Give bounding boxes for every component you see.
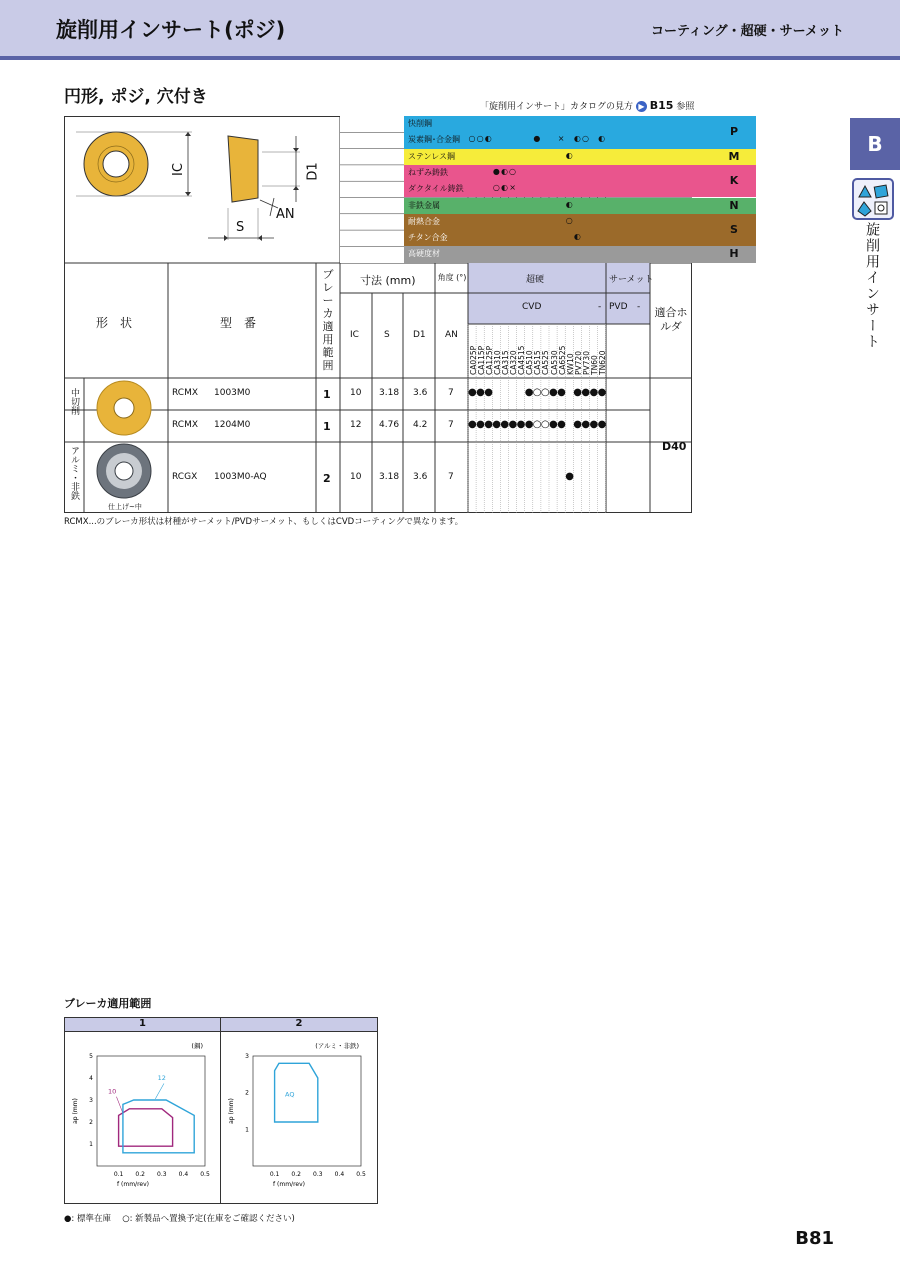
material-name: ねずみ鋳鉄 [408,167,448,177]
x-tick-label: 0.2 [135,1171,145,1178]
material-mark: ◐ [484,134,492,144]
x-axis-label: f (mm/rev) [273,1181,305,1188]
material-name: 快削鋼 [408,119,432,128]
an-value: 7 [448,471,454,482]
stock-mark: ● [492,419,502,430]
stock-mark: ● [468,387,477,398]
grade-name: CA4515 [517,345,527,375]
ic-value: 12 [350,420,362,430]
material-mark: ◐ [573,134,581,144]
material-mark: × [557,134,565,144]
stock-mark: ○ [532,387,542,398]
an-value: 7 [448,388,454,398]
material-group-letter: H [712,246,756,262]
material-group-letter: P [712,116,756,149]
y-tick-label: 3 [245,1053,249,1060]
chart1 [67,1034,217,1199]
stock-mark: ● [484,419,493,430]
product-table [64,116,740,513]
stock-mark: ● [476,387,485,398]
product-series: RCMX [172,388,199,398]
ic-label: IC [170,163,186,176]
stock-mark: ● [573,387,583,398]
d1-value: 3.6 [413,388,428,398]
material-row [404,246,712,262]
legend [64,1212,295,1224]
grade-name: TN60 [590,355,599,375]
an-value: 7 [448,420,454,430]
grade-name: CA125P [484,345,494,375]
breaker-region [119,1109,173,1146]
grade-name: CA6525 [557,345,567,375]
stock-mark: ● [597,387,607,398]
s-value: 3.18 [379,388,400,398]
group-label-medium: 中切削 [69,388,79,415]
material-group-letter: M [712,149,756,165]
table-note: RCMX...のブレーカ形状は材種がサーメット/PVDサーメット、もしくはCVDコーティングで異なります。 [64,517,464,527]
material-mark: ◐ [573,232,581,242]
d1-header: D1 [413,330,426,340]
stock-mark: ○ [540,387,550,398]
ic-value: 10 [350,471,362,482]
material-mark: ◐ [565,150,573,160]
group-sublabel: 仕上げ~中 [108,503,142,511]
material-group-letter: S [712,214,756,247]
stock-mark: ● [549,387,558,398]
x-tick-label: 0.5 [200,1171,210,1178]
product-code[interactable]: 1003M0 [214,388,251,398]
material-row [404,149,712,165]
material-name: ダクタイル鋳鉄 [408,184,464,194]
x-tick-label: 0.5 [356,1171,366,1178]
region-label: 12 [157,1074,166,1083]
x-tick-label: 0.4 [334,1171,345,1178]
stock-mark: ● [524,419,534,430]
pvd-header: PVD [609,302,628,312]
stock-mark: ○ [540,419,550,430]
stock-mark: ● [573,419,583,430]
chart1-header: 1 [139,1018,146,1029]
grade-name: PV720 [573,351,583,375]
d1-value: 4.2 [413,420,428,430]
material-row [404,116,712,132]
x-tick-label: 0.2 [291,1171,301,1178]
chart2-header: 2 [295,1018,303,1029]
stock-mark: ● [476,419,485,430]
stock-mark: ● [516,419,526,430]
y-tick-label: 4 [89,1075,93,1082]
material-mark: × [509,183,516,193]
plot-area [253,1056,361,1166]
y-axis-label: ap (mm) [72,1098,79,1124]
material-name: 耐熱合金 [408,216,440,226]
material-group-letter: K [712,165,756,198]
material-row [404,181,712,197]
region-label: 10 [107,1087,117,1096]
stock-mark: ● [581,387,591,398]
stock-mark: ● [468,419,477,430]
page-number: B81 [795,1228,834,1249]
reference-text: 「旋削用インサート」カタログの見方 [480,102,634,112]
section-title: 円形, ポジ, 穴付き [64,87,208,107]
x-tick-label: 0.1 [113,1171,124,1178]
stock-mark: ● [589,387,599,398]
grade-name: CA315 [500,350,510,375]
stock-mark: ● [597,419,607,430]
material-mark: ● [492,166,500,176]
product-code[interactable]: 1204M0 [214,420,251,430]
y-tick-label: 3 [89,1097,93,1104]
y-tick-label: 5 [89,1053,93,1060]
material-label: (アルミ・非鉄) [315,1042,359,1050]
product-code[interactable]: 1003M0-AQ [214,471,267,482]
material-group-letter: N [712,198,756,214]
product-series: RCMX [172,420,199,430]
material-name: チタン合金 [408,233,448,243]
breaker-number: 1 [323,420,331,433]
cvd-header: CVD [522,302,542,312]
dimensions-header: 寸法 (mm) [360,274,416,287]
material-name: 高硬度材 [408,249,440,259]
y-tick-label: 2 [245,1089,249,1097]
stock-mark: ● [581,419,591,430]
material-mark: ◐ [565,199,573,209]
stock-mark: ● [549,419,558,430]
grade-name: PV730 [581,351,591,375]
material-name: 非鉄金属 [408,200,440,210]
an-label: AN [276,207,295,222]
material-row [404,214,712,230]
grade-name: TN620 [598,350,608,375]
cermet-header: サーメット [609,275,654,285]
grade-name: CA310 [492,350,502,375]
product-series: RCGX [172,471,198,482]
grade-name: CA510 [525,350,535,375]
page-title: 旋削用インサート(ポジ) [56,18,286,42]
breaker-section-title: ブレーカ適用範囲 [64,997,152,1010]
angle-header: 角度 (°) [437,273,467,282]
material-mark: ○ [509,166,517,176]
dash-header-1: - [598,302,602,312]
material-mark: ○ [492,183,500,193]
x-tick-label: 0.4 [178,1171,189,1178]
y-tick-label: 2 [89,1119,93,1126]
material-name: ステンレス鋼 [408,151,455,161]
y-tick-label: 1 [89,1141,93,1148]
material-row [404,198,712,214]
material-name: 炭素鋼･合金鋼 [408,135,460,145]
stock-mark: ● [589,419,599,430]
material-mark: ◐ [500,183,508,193]
material-mark: ● [533,134,541,144]
stock-mark: ● [557,419,566,430]
x-tick-label: 0.3 [313,1171,323,1178]
breaker-number: 2 [323,471,331,485]
holder-header: 適合ホルダ [654,306,688,333]
material-mark: ○ [476,134,484,144]
stock-mark: ● [524,387,534,398]
stock-mark: ● [557,387,566,398]
legend-replace: ○: 新製品へ置換予定(在庫をご確認ください) [122,1214,295,1224]
reference-page: B15 [649,99,674,112]
holder-value: D40 [662,440,687,453]
grade-name: CA530 [549,350,559,375]
ic-value: 10 [350,388,362,398]
s-value: 3.18 [379,471,400,482]
stock-mark: ● [565,470,574,482]
side-tab-letter[interactable]: B [850,118,900,170]
y-axis-label: ap (mm) [228,1098,235,1124]
carbide-header: 超硬 [526,275,545,285]
y-tick-label: 1 [245,1126,249,1134]
arrow-right-icon: ▶ [636,101,647,112]
stock-mark: ○ [532,419,542,430]
group-label-nonferrous: アルミ・非鉄 [69,446,79,500]
grade-name: CA525 [541,350,551,375]
breaker-region [123,1100,194,1153]
catalog-reference[interactable] [480,99,694,112]
chart2 [223,1034,373,1199]
d1-label: D1 [305,162,321,181]
stock-mark: ● [508,419,518,430]
material-mark: ○ [468,134,476,144]
breaker-chart-frame [64,1017,378,1204]
material-row [404,165,712,181]
s-label: S [236,220,245,235]
label-leader [116,1097,122,1114]
breaker-number: 1 [323,388,331,401]
material-row [404,230,712,246]
shape-header: 形 状 [96,316,133,330]
an-header: AN [445,330,458,340]
material-mark: ◐ [500,166,508,176]
dash-header-2: - [637,302,641,312]
grade-name: CA025P [468,345,478,375]
turning-insert-icon [852,178,894,220]
reference-suffix: 参照 [676,102,695,112]
region-label: AQ [284,1090,295,1099]
ic-header: IC [350,330,359,340]
label-leader [155,1084,164,1099]
material-mark: ○ [581,134,589,144]
x-tick-label: 0.3 [157,1171,167,1178]
grade-name: CA115P [476,345,486,375]
s-value: 4.76 [379,420,400,430]
stock-mark: ● [484,387,493,398]
d1-value: 3.6 [413,471,428,482]
grade-name: KW10 [565,353,575,375]
plot-area [97,1056,205,1166]
breaker-region [275,1063,318,1122]
grade-name: CA320 [509,350,518,375]
legend-stock: ●: 標準在庫 [64,1214,111,1224]
x-tick-label: 0.1 [269,1171,280,1178]
x-axis-label: f (mm/rev) [117,1181,149,1188]
material-mark: ◐ [598,134,606,144]
s-header: S [384,330,390,340]
grade-name: CA515 [533,350,543,375]
category-label: コーティング・超硬・サーメット [650,24,844,39]
side-tab-label: 旋削用インサート [864,222,880,350]
material-label: (鋼) [191,1042,203,1050]
model-header: 型 番 [220,316,257,330]
header-rule [0,56,900,60]
breaker-header: ブレーカ適用範囲 [322,268,334,372]
material-mark: ○ [565,215,573,225]
stock-mark: ● [500,419,510,430]
